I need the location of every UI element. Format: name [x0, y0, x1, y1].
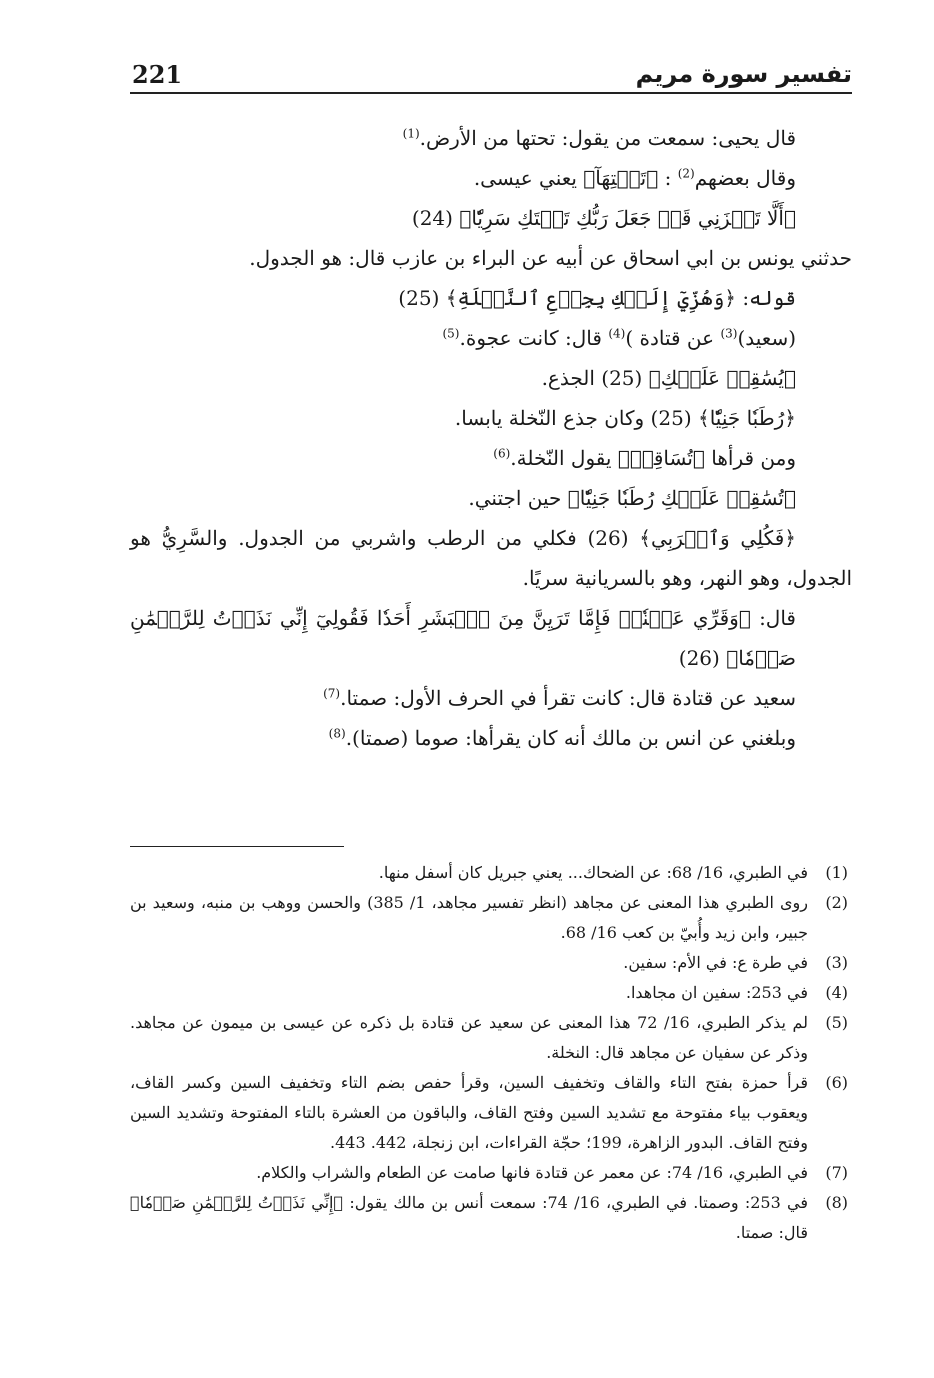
footnote-text: روى الطبري هذا المعنى عن مجاهد (انظر تفسير مجاهد، 1/ 385) والحسن ووهب بن منبه، وسعيد بن جبير، وابن زيد وأُبيّ بن كعب 16/ 68.	[130, 893, 808, 942]
footnote-number: (7)	[825, 1163, 848, 1182]
footnote	[130, 858, 852, 888]
quran-verse: ﴿أَلَّا تَحۡزَنِي قَدۡ جَعَلَ رَبُّكِ تَحۡتَكِ سَرِيّٗا﴾ (24)	[411, 206, 796, 230]
paragraph: ﴿تُسَٰقِطۡ عَلَيۡكِ رُطَبٗا جَنِيّٗا﴾ حين اجتني.	[468, 486, 796, 510]
footnote-number: (2)	[825, 893, 848, 912]
footnote-text: في الطبري، 16/ 68: عن الضحاك... يعني جبريل كان أسفل منها.	[378, 863, 808, 882]
footnote-ref: (7)	[323, 686, 341, 701]
footnote-ref: (6)	[493, 446, 511, 461]
footnote-number: (8)	[825, 1193, 848, 1212]
paragraph: حدثني يونس بن ابي اسحاق عن أبيه عن البراء بن عازب قال: هو الجدول.	[249, 246, 852, 270]
footnote-ref: (1)	[402, 126, 420, 141]
book-page	[130, 58, 852, 1348]
paragraph	[130, 158, 852, 198]
footnote-ref: (5)	[442, 326, 460, 341]
footnote	[130, 1068, 852, 1158]
footnote-text: قرأ حمزة بفتح التاء والقاف وتخفيف السين، وقرأ حفص بضم التاء وتخفيف السين وكسر القاف، ويعقوب بياء مفتوحة مع تشديد السين وفتح القاف، والباقون من العشرة بالتاء المفتوحة وتشديد السين وفتح القاف. البدور الزاهرة، 199؛ حجّة القراءات، ابن زنجلة، 442. 443.	[130, 1073, 809, 1152]
footnote	[130, 1008, 852, 1068]
paragraph	[130, 118, 852, 158]
footnote-ref: (3)	[720, 326, 738, 341]
paragraph: قال: ﴿وَقَرِّي عَيۡنٗاۖ فَإِمَّا تَرَيِنَّ مِنَ ٱلۡبَشَرِ أَحَدٗا فَقُولِيٓ إِنِّي نَذَرۡتُ لِلرَّحۡمَٰنِ صَوۡمٗا﴾ (26)	[130, 606, 796, 670]
paragraph	[130, 518, 852, 598]
footnote	[130, 948, 852, 978]
paragraph-text: ومن قرأها ﴿تُسَاقِطۡ﴾ يقول النّخلة.	[510, 446, 796, 470]
paragraph-text: (سعيد)	[737, 326, 796, 350]
footnote-ref: (2)	[677, 166, 695, 181]
footnote	[130, 978, 852, 1008]
paragraph-text: سعيد عن قتادة قال: كانت تقرأ في الحرف الأول: صمتا.	[340, 686, 796, 710]
paragraph-text: : ﴿تَحۡتِهَآ﴾ يعني عيسى.	[473, 166, 678, 190]
paragraph	[130, 718, 852, 758]
footnote-number: (1)	[825, 863, 848, 882]
paragraph	[130, 678, 852, 718]
paragraph	[130, 438, 852, 478]
footnote-number: (6)	[825, 1073, 848, 1092]
paragraph	[130, 318, 852, 358]
footnote-number: (5)	[825, 1013, 848, 1032]
footnote-text: لم يذكر الطبري، 16/ 72 هذا المعنى عن سعيد عن قتادة بل ذكره عن عيسى بن ميمون عن مجاهد. وذكر عن سفيان عن مجاهد قال: النخلة.	[130, 1013, 808, 1062]
footnote-number: (4)	[825, 983, 848, 1002]
running-title: تفسير سورة مريم	[635, 60, 852, 88]
footnote-ref: (4)	[608, 326, 626, 341]
paragraph-text: قال يحيى: سمعت من يقول: تحتها من الأرض.	[419, 126, 796, 150]
paragraph-text: قال: كانت عجوة.	[459, 326, 609, 350]
paragraph-text: عن قتادة )	[625, 326, 721, 350]
paragraph: ﴿رُطَبٗا جَنِيّٗا﴾ (25) وكان جذع النّخلة يابسا.	[454, 406, 796, 430]
footnote-separator	[130, 846, 344, 847]
main-text	[130, 118, 852, 758]
paragraph: ﴿يُسَٰقِطۡ عَلَيۡكِ﴾ (25) الجذع.	[541, 366, 796, 390]
footnote-text: في الطبري، 16/ 74: عن معمر عن قتادة فانها صامت عن الطعام والشراب والكلام.	[256, 1163, 808, 1182]
footnote-ref: (8)	[328, 726, 346, 741]
footnote-text: في طرة ع: في الأم: سفين.	[623, 953, 808, 972]
paragraph-text: ﴿فَكُلِي وَٱشۡرَبِي﴾ (26) فكلي من الرطب واشربي من الجدول. والسَّرِيُّ هو الجدول، وهو النهر، وهو بالسريانية سريًا.	[130, 526, 852, 590]
footnote-number: (3)	[825, 953, 848, 972]
running-header	[130, 58, 852, 94]
footnote	[130, 888, 852, 948]
page-number: 221	[132, 60, 183, 89]
footnote	[130, 1158, 852, 1188]
footnote-text: في 253: سفين ان مجاهدا.	[625, 983, 808, 1002]
paragraph: قوله: ﴿وَهُزِّيٓ إِلَيۡكِ بِجِذۡعِ ٱلنَّخۡلَةِ﴾ (25)	[398, 286, 796, 310]
paragraph-text: وقال بعضهم	[694, 166, 796, 190]
footnote-text: في 253: وصمتا. في الطبري، 16/ 74: سمعت أنس بن مالك يقول: ﴿إِنِّي نَذَرۡتُ لِلرَّحۡمَٰنِ صَوۡمٗا﴾ قال: صمتا.	[130, 1193, 809, 1242]
footnote	[130, 1188, 852, 1248]
paragraph-text: وبلغني عن انس بن مالك أنه كان يقرأها: صوما (صمتا).	[345, 726, 796, 750]
footnotes	[130, 858, 852, 1248]
